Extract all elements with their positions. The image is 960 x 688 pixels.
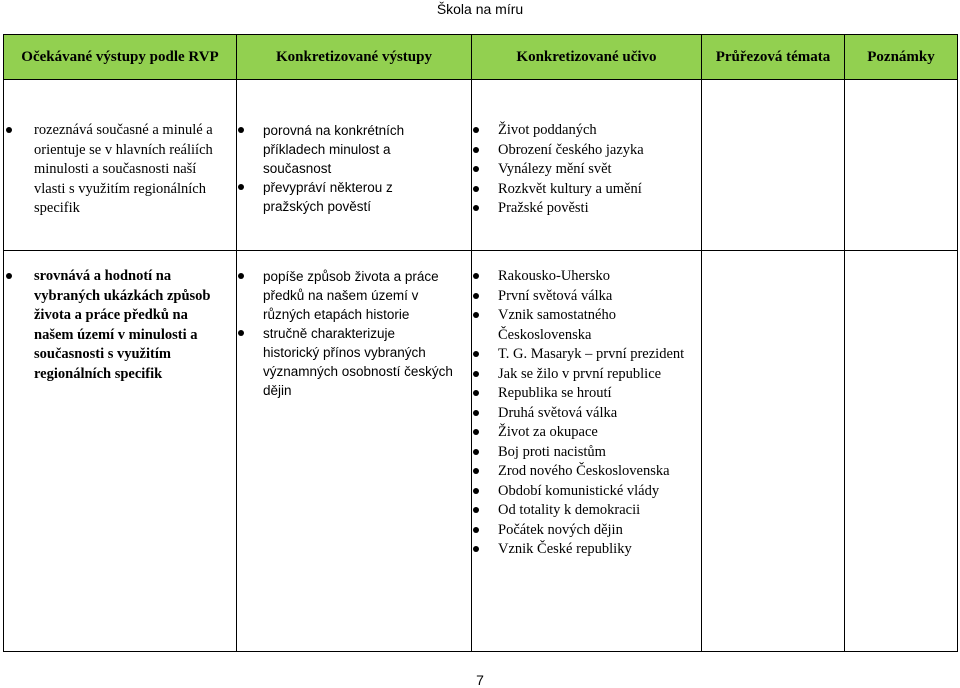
- list-item-text: Od totality k demokracii: [498, 502, 641, 518]
- cell-notes: [845, 251, 958, 652]
- cell-concrete-content: [472, 251, 702, 652]
- cell-themes: [702, 80, 845, 251]
- list-item-text: Republika se hroutí: [498, 385, 612, 401]
- list-item: [473, 482, 698, 502]
- list-item-text: Pražské pověsti: [498, 200, 589, 216]
- list-item: [473, 160, 698, 180]
- list-item-text: Druhá světová válka: [498, 404, 618, 421]
- list-item: [473, 345, 698, 365]
- header-concrete-outputs: Konkretizované výstupy: [237, 35, 472, 80]
- list-item-text: popíše způsob života a práce předků na našem území v různých etapách historie: [263, 269, 439, 322]
- cell-concrete-content: [472, 80, 702, 251]
- list-item: [473, 521, 698, 541]
- list-item-text: Život za okupace: [498, 424, 598, 440]
- table-row: [4, 80, 958, 251]
- header-cross-themes: Průřezová témata: [702, 35, 845, 80]
- bullet-icon: [238, 330, 244, 336]
- list-item: [473, 180, 698, 200]
- list-item: [473, 404, 698, 424]
- cell-expected: [4, 251, 237, 652]
- list-item-text: Rozkvět kultury a umění: [498, 180, 642, 197]
- bullet-icon: [473, 468, 479, 474]
- list-item-text: srovnává a hodnotí na vybraných ukázkách způsob života a práce předků na našem území v minulosti a současnosti s využitím regionálních specifik: [34, 268, 211, 382]
- bullet-icon: [473, 429, 479, 435]
- bullet-icon: [473, 127, 479, 133]
- list-item: [473, 462, 698, 482]
- list-item-text: stručně charakterizuje historický přínos vybraných významných osobností českých dějin: [263, 326, 453, 398]
- list-item-text: Boj proti nacistům: [498, 443, 606, 460]
- list-item-text: Vznik České republiky: [498, 541, 632, 557]
- list-item-text: Obrození českého jazyka: [498, 141, 644, 158]
- header-notes: Poznámky: [845, 35, 958, 80]
- list-item: [473, 423, 698, 443]
- cell-concrete-outputs: [237, 251, 472, 652]
- page-header: Škola na míru: [436, 1, 524, 17]
- list-item: [473, 141, 698, 161]
- bullet-icon: [6, 273, 12, 279]
- bullet-icon: [473, 166, 479, 172]
- bullet-icon: [473, 507, 479, 513]
- list-item: [473, 501, 698, 521]
- list-item-text: Počátek nových dějin: [498, 521, 623, 538]
- header-concrete-content: Konkretizované učivo: [472, 35, 702, 80]
- list-item-text: rozeznává současné a minulé a orientuje se v hlavních reáliích minulosti a současnosti naší vlasti s využitím regionálních specifik: [34, 122, 213, 216]
- bullet-icon: [473, 186, 479, 192]
- list-item: [238, 267, 453, 324]
- list-item: [6, 267, 214, 384]
- bullet-icon: [238, 127, 244, 133]
- table-header-row: [4, 35, 958, 80]
- list-item: [238, 178, 453, 216]
- bullet-icon: [473, 488, 479, 494]
- bullet-icon: [473, 410, 479, 416]
- bullet-icon: [473, 147, 479, 153]
- list-item-text: Období komunistické vlády: [498, 482, 660, 499]
- page-number: 7: [476, 672, 484, 688]
- list-item-text: Vynálezy mění svět: [498, 161, 612, 177]
- bullet-icon: [6, 127, 12, 133]
- list-item: [6, 121, 214, 219]
- list-item-text: Vznik samostatného Československa: [498, 307, 616, 343]
- bullet-icon: [473, 293, 479, 299]
- bullet-icon: [473, 449, 479, 455]
- list-item-text: Rakousko-Uhersko: [498, 268, 610, 284]
- bullet-icon: [238, 184, 244, 190]
- list-item-text: První světová válka: [498, 287, 613, 304]
- list-item: [473, 365, 698, 385]
- cell-concrete-outputs: [237, 80, 472, 251]
- list-item: [473, 443, 698, 463]
- list-item-text: Jak se žilo v první republice: [498, 365, 662, 382]
- bullet-icon: [473, 205, 479, 211]
- list-item: [473, 306, 698, 345]
- curriculum-table: [3, 34, 958, 652]
- bullet-icon: [238, 273, 244, 279]
- bullet-icon: [473, 390, 479, 396]
- bullet-icon: [473, 273, 479, 279]
- cell-expected: [4, 80, 237, 251]
- bullet-icon: [473, 546, 479, 552]
- header-expected-outputs: Očekávané výstupy podle RVP: [4, 35, 237, 80]
- list-item: [473, 540, 698, 560]
- list-item: [473, 287, 698, 307]
- list-item-text: Život poddaných: [498, 122, 597, 138]
- cell-themes: [702, 251, 845, 652]
- list-item-text: T. G. Masaryk – první prezident: [498, 346, 685, 362]
- bullet-icon: [473, 312, 479, 318]
- list-item: [238, 121, 453, 178]
- list-item: [473, 267, 698, 287]
- list-item: [238, 324, 453, 400]
- list-item: [473, 199, 698, 219]
- bullet-icon: [473, 527, 479, 533]
- list-item-text: Zrod nového Československa: [498, 463, 670, 479]
- list-item: [473, 121, 698, 141]
- cell-notes: [845, 80, 958, 251]
- list-item-text: převypráví některou z pražských pověstí: [263, 180, 393, 214]
- list-item-text: porovná na konkrétních příkladech minulost a současnost: [263, 123, 405, 176]
- bullet-icon: [473, 351, 479, 357]
- bullet-icon: [473, 371, 479, 377]
- table-row: [4, 251, 958, 652]
- list-item: [473, 384, 698, 404]
